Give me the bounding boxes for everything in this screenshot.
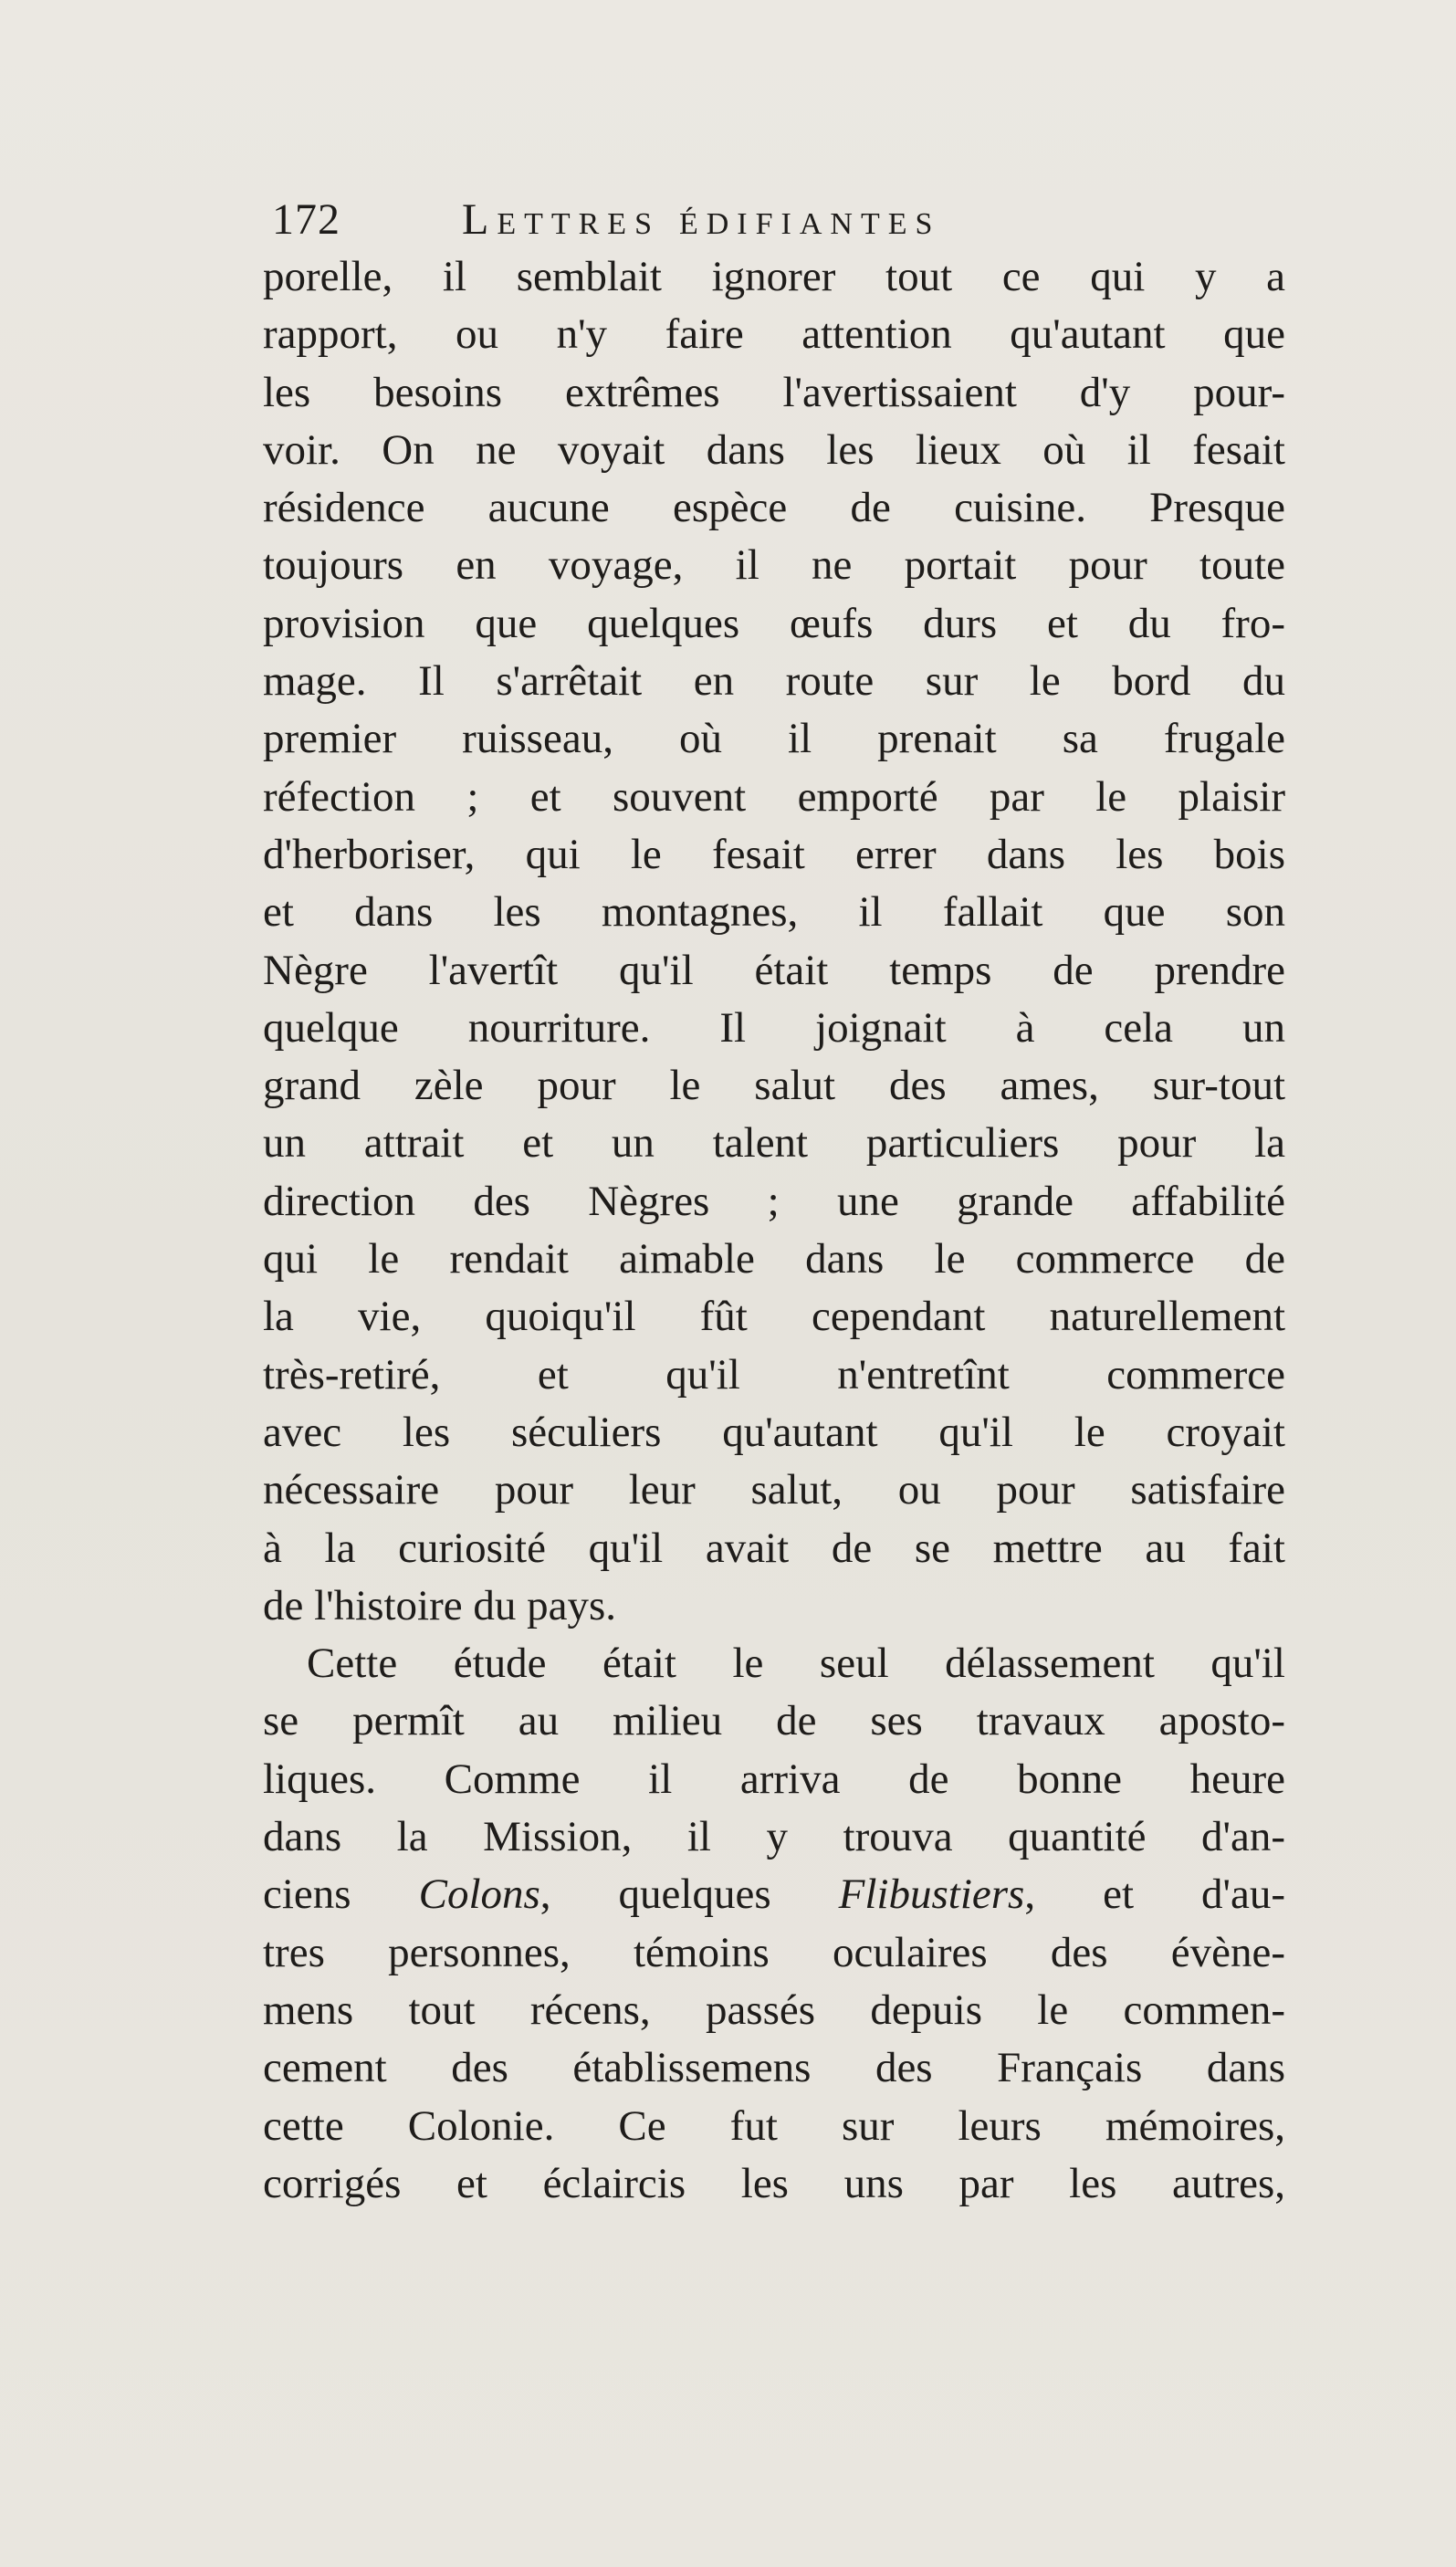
text-line: très-retiré, et qu'il n'entretînt commerce [263, 1350, 1285, 1399]
text-line: mens tout récens, passés depuis le commen- [263, 1985, 1285, 2034]
text-line: provision que quelques œufs durs et du fro- [263, 599, 1285, 647]
text-line: grand zèle pour le salut des ames, sur-tout [263, 1062, 1285, 1110]
running-head [263, 192, 1285, 248]
paragraph-start-line: Cette étude était le seul délassement qu'il [307, 1640, 1285, 1688]
text-line: cement des établissemens des Français dans [263, 2044, 1285, 2092]
text-line: rapport, ou n'y faire attention qu'autant que [263, 310, 1285, 359]
text-line: direction des Nègres ; une grande affabilité [263, 1177, 1285, 1225]
text-line: nécessaire pour leur salut, ou pour satisfaire [263, 1466, 1285, 1514]
text-line: et dans les montagnes, il fallait que son [263, 888, 1285, 937]
text-line: cette Colonie. Ce fut sur leurs mémoires, [263, 2101, 1285, 2150]
text-line: porelle, il semblait ignorer tout ce qui y a [263, 253, 1285, 300]
text-line: mage. Il s'arrêtait en route sur le bord du [263, 657, 1285, 706]
text-line: les besoins extrêmes l'avertissaient d'y pour- [263, 368, 1285, 416]
paragraph-end-line: de l'histoire du pays. [263, 1581, 617, 1629]
page-number: 172 [272, 195, 340, 244]
text-line: d'herboriser, qui le fesait errer dans les bois [263, 830, 1285, 878]
text-line: dans la Mission, il y trouva quantité d'an- [263, 1813, 1285, 1861]
text-line: liques. Comme il arriva de bonne heure [263, 1755, 1285, 1803]
running-title: Lettres édifiantes [462, 195, 941, 244]
text-line: corrigés et éclaircis les uns par les autres, [263, 2159, 1285, 2207]
text-line: qui le rendait aimable dans le commerce de [263, 1235, 1285, 1284]
text-line: voir. On ne voyait dans les lieux où il fesait [263, 425, 1285, 474]
italic-word: Colons [418, 1870, 540, 1919]
page-text-block [263, 192, 1285, 2213]
text-line-with-italics: ciens Colons, quelques Flibustiers, et d'au- [263, 1870, 1285, 1919]
text-line: la vie, quoiqu'il fût cependant naturellement [263, 1293, 1285, 1341]
text-line: résidence aucune espèce de cuisine. Presque [263, 484, 1285, 532]
text-line: quelque nourriture. Il joignait à cela un [263, 1003, 1285, 1052]
text-line: se permît au milieu de ses travaux aposto- [263, 1697, 1285, 1745]
text-line: toujours en voyage, il ne portait pour toute [263, 541, 1285, 590]
text-line: Nègre l'avertît qu'il était temps de prendre [263, 946, 1285, 994]
text-line: un attrait et un talent particuliers pour la [263, 1119, 1285, 1168]
italic-word: Flibustiers [838, 1870, 1025, 1919]
text-line: tres personnes, témoins oculaires des évène- [263, 1928, 1285, 1976]
text-line: avec les séculiers qu'autant qu'il le croyait [263, 1408, 1285, 1456]
text-line: premier ruisseau, où il prenait sa frugale [263, 715, 1285, 763]
text-line: réfection ; et souvent emporté par le plaisir [263, 772, 1285, 821]
text-line: à la curiosité qu'il avait de se mettre au fait [263, 1524, 1285, 1572]
